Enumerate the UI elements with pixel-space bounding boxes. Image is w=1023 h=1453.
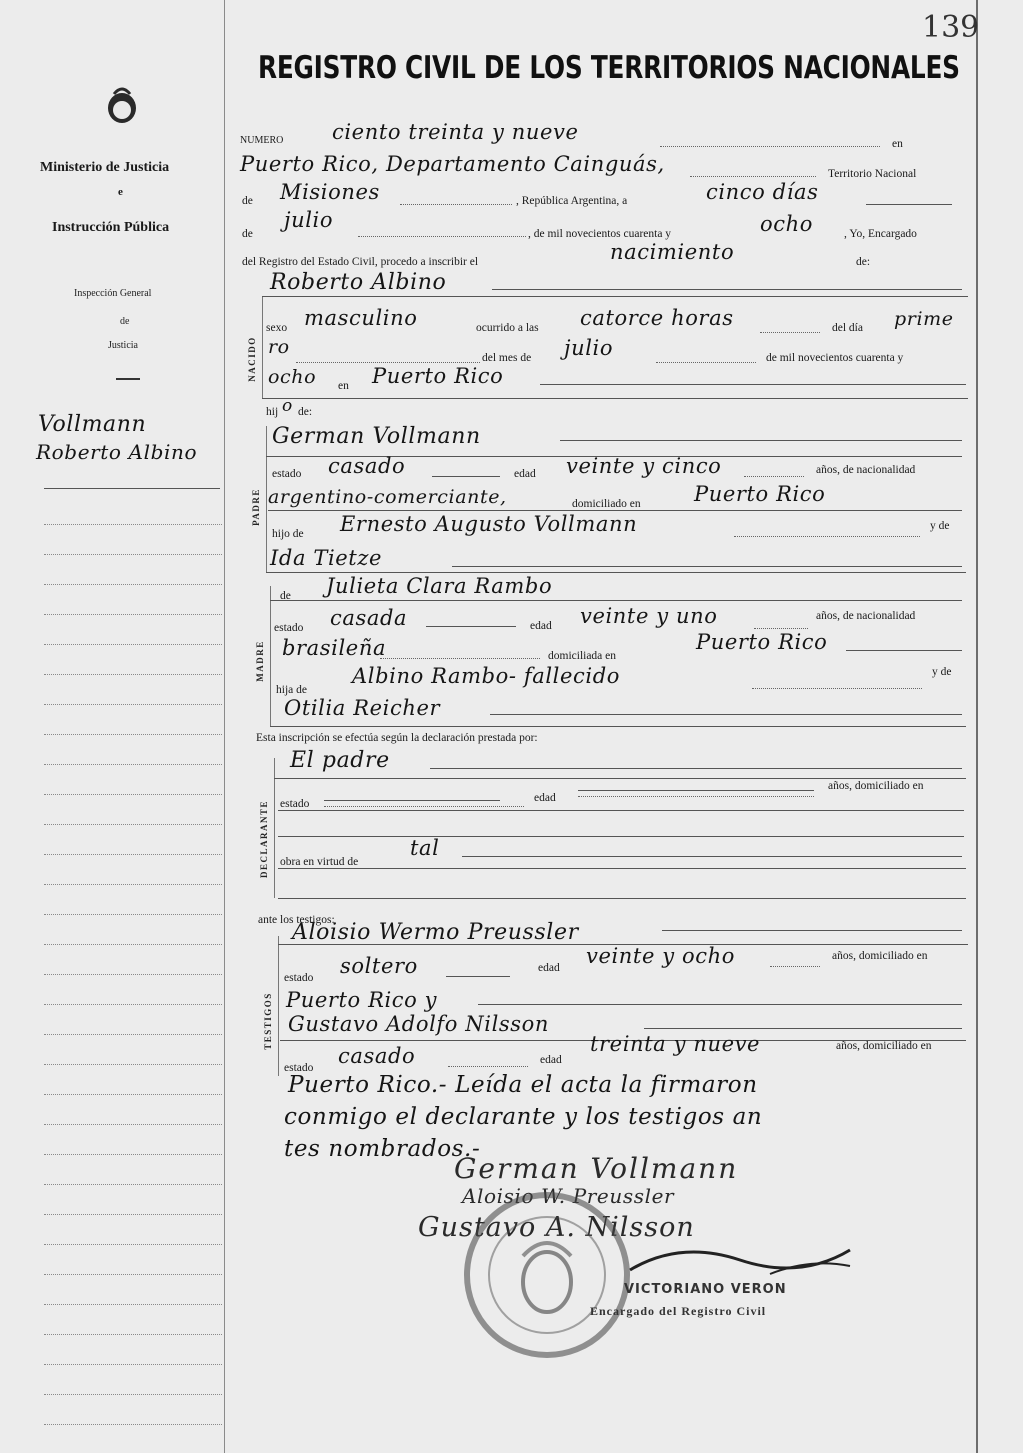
margin-rule	[44, 644, 222, 645]
label-hijo-de-padre: hijo de	[272, 528, 304, 540]
margin-rule	[44, 1154, 222, 1155]
fill-line	[540, 384, 966, 385]
value-madre-padre: Albino Rambo- fallecido	[352, 664, 620, 688]
closing-line-3: tes nombrados.-	[284, 1136, 481, 1162]
label-hij: hij	[266, 406, 279, 418]
margin-rule	[44, 1334, 222, 1335]
label-yde-padre: y de	[930, 520, 950, 532]
value-testigo-1-edad: veinte y ocho	[586, 944, 735, 968]
margin-rule	[44, 1214, 222, 1215]
label-y-de-madre: de	[280, 590, 291, 602]
margin-rule	[44, 524, 222, 525]
margin-rule	[44, 704, 222, 705]
value-padre-padre: Ernesto Augusto Vollmann	[340, 512, 638, 536]
fill-line	[430, 768, 962, 769]
value-mes-nac: julio	[564, 336, 614, 360]
margin-rule	[44, 884, 222, 885]
margin-rule	[44, 1244, 222, 1245]
margin-rule	[44, 1364, 222, 1365]
value-padre-estado: casado	[328, 454, 406, 478]
value-lugar-nac: Puerto Rico	[372, 364, 504, 388]
margin-rule	[44, 584, 222, 585]
label-del-mes: del mes de	[482, 352, 532, 364]
fill-line	[644, 1028, 962, 1029]
label-estado-t1: estado	[284, 972, 314, 984]
signature-aloisio-preussler: Aloisio W. Preussler	[462, 1184, 675, 1208]
value-dia: cinco días	[706, 180, 819, 204]
section-rule	[278, 936, 279, 1076]
margin-surname: Vollmann	[38, 412, 147, 437]
fill-line	[400, 204, 512, 205]
fill-line	[270, 726, 966, 727]
label-anos-dom-t2: años, domiciliado en	[836, 1040, 932, 1052]
section-rule	[270, 586, 271, 726]
inspection-line-2: de	[120, 316, 130, 327]
ministry-line-1: Ministerio de Justicia	[40, 160, 170, 175]
fill-line	[448, 1066, 528, 1067]
label-estado-decl: estado	[280, 798, 310, 810]
registry-seal-stamp	[462, 1190, 632, 1360]
section-rule	[274, 758, 275, 898]
fill-line	[734, 536, 920, 537]
label-anos-dom-t1: años, domiciliado en	[832, 950, 928, 962]
fill-line	[578, 796, 814, 797]
margin-rule	[44, 974, 222, 975]
value-declarante: El padre	[290, 748, 390, 773]
label-estado-t2: estado	[284, 1062, 314, 1074]
fill-line	[270, 600, 962, 601]
margin-rule	[44, 674, 222, 675]
value-lugar: Puerto Rico, Departamento Cainguás,	[240, 152, 665, 176]
label-estado-madre: estado	[274, 622, 304, 634]
value-testigo-2-estado: casado	[338, 1044, 416, 1068]
page-number: 139	[922, 10, 980, 45]
label-de-mil-2: de mil novecientos cuarenta y	[766, 352, 904, 364]
fill-line	[380, 658, 540, 659]
fill-line	[446, 976, 510, 977]
fill-line	[492, 289, 962, 290]
margin-rule	[44, 764, 222, 765]
value-testigo-1: Aloisio Wermo Preussler	[292, 920, 579, 945]
fill-line	[426, 626, 516, 627]
label-del-dia: del día	[832, 322, 863, 334]
value-sexo: masculino	[304, 306, 418, 330]
margin-rule	[44, 734, 222, 735]
label-en-lugar: en	[338, 380, 349, 392]
label-sexo: sexo	[266, 322, 288, 334]
closing-line-2: conmigo el declarante y los testigos an	[284, 1104, 763, 1130]
margin-rule	[44, 1064, 222, 1065]
value-mes: julio	[284, 208, 334, 232]
label-en: en	[892, 138, 903, 150]
margin-rule	[44, 1124, 222, 1125]
label-esta-inscripcion: Esta inscripción se efectúa según la declaración prestada por:	[256, 732, 538, 744]
fill-line	[866, 204, 952, 205]
fill-line	[478, 1004, 962, 1005]
value-padre-nombre: German Vollmann	[272, 424, 481, 449]
label-edad-t1: edad	[538, 962, 560, 974]
label-anos-nac-madre: años, de nacionalidad	[816, 610, 916, 622]
closing-line-1: Puerto Rico.- Leída el acta la firmaron	[288, 1072, 758, 1098]
label-de-3: de:	[298, 406, 313, 418]
label-edad-t2: edad	[540, 1054, 562, 1066]
fill-line	[660, 146, 880, 147]
label-obra: obra en virtud de	[280, 856, 359, 868]
ministry-line-2: Instrucción Pública	[52, 220, 170, 235]
inspection-line-3: Justicia	[108, 340, 138, 351]
value-territorio: Misiones	[280, 180, 380, 204]
fill-line	[278, 836, 964, 837]
official-name: VICTORIANO VERON	[624, 1282, 787, 1297]
fill-line	[770, 966, 820, 967]
margin-rule	[44, 1304, 222, 1305]
fill-line	[760, 332, 820, 333]
value-anio-nac: ocho	[268, 366, 317, 388]
fill-line	[752, 688, 922, 689]
fill-line	[274, 778, 966, 779]
value-anio: ocho	[760, 212, 813, 236]
value-madre-nombre: Julieta Clara Rambo	[326, 574, 553, 598]
signature-german-vollmann: German Vollmann	[454, 1152, 739, 1185]
label-de-mil: , de mil novecientos cuarenta y	[528, 228, 672, 240]
value-nombre: Roberto Albino	[270, 270, 447, 295]
label-yde-madre: y de	[932, 666, 952, 678]
fill-line	[278, 868, 966, 869]
fill-line	[296, 362, 480, 363]
section-label-madre: MADRE	[255, 640, 265, 682]
value-madre-nac: brasileña	[282, 636, 387, 660]
value-padre-madre: Ida Tietze	[270, 546, 383, 570]
label-hija-de: hija de	[276, 684, 307, 696]
margin-rule	[44, 1274, 222, 1275]
value-testigo-1-estado: soltero	[340, 954, 418, 978]
value-padre-edad: veinte y cinco	[566, 454, 722, 478]
fill-line	[262, 296, 968, 297]
label-yo: , Yo, Encargado	[844, 228, 917, 240]
label-ocurrido: ocurrido a las	[476, 322, 539, 334]
margin-underline	[44, 488, 220, 489]
fill-line	[268, 510, 962, 511]
value-numero: ciento treinta y nueve	[332, 120, 579, 144]
label-de: de	[242, 195, 253, 207]
label-del-registro: del Registro del Estado Civil, procedo a inscribir el	[242, 256, 479, 268]
margin-rule	[44, 824, 222, 825]
margin-rule	[44, 1034, 222, 1035]
label-edad-padre: edad	[514, 468, 536, 480]
margin-rule	[44, 1394, 222, 1395]
label-dom-madre: domiciliada en	[548, 650, 617, 662]
section-label-declarante: DECLARANTE	[259, 800, 269, 879]
label-territorio: Territorio Nacional	[828, 168, 917, 180]
inspection-dash	[116, 378, 140, 380]
value-dia-nac-2: ro	[268, 336, 290, 358]
label-numero: NUMERO	[240, 135, 284, 146]
margin-rule	[44, 554, 222, 555]
document-title: REGISTRO CIVIL DE LOS TERRITORIOS NACIONALES	[258, 50, 960, 86]
fill-line	[432, 476, 500, 477]
margin-rule	[44, 1094, 222, 1095]
label-de-2: de	[242, 228, 253, 240]
fill-line	[690, 176, 816, 177]
value-madre-estado: casada	[330, 606, 408, 630]
margin-divider	[224, 0, 225, 1453]
fill-line	[278, 898, 966, 899]
page-edge	[976, 0, 978, 1453]
section-rule	[262, 296, 263, 398]
fill-line	[490, 714, 962, 715]
value-hora: catorce horas	[580, 306, 734, 330]
margin-names: Roberto Albino	[36, 440, 198, 464]
value-padre-nac: argentino-comerciante,	[268, 486, 507, 508]
value-testigo-1-dom: Puerto Rico y	[286, 988, 438, 1012]
margin-rule	[44, 614, 222, 615]
fill-line	[744, 476, 804, 477]
value-hijo-suffix: o	[282, 396, 293, 416]
fill-line	[358, 236, 526, 237]
margin-rule	[44, 854, 222, 855]
fill-line	[278, 810, 964, 811]
fill-line	[560, 440, 962, 441]
label-edad-madre: edad	[530, 620, 552, 632]
margin-rule	[44, 1424, 222, 1425]
fill-line	[266, 572, 966, 573]
value-obra: tal	[410, 836, 440, 860]
value-testigo-2-edad: treinta y nueve	[590, 1032, 761, 1056]
label-estado-padre: estado	[272, 468, 302, 480]
label-republica: , República Argentina, a	[516, 195, 628, 207]
label-de-colon: de:	[856, 256, 871, 268]
fill-line	[452, 566, 962, 567]
fill-line	[578, 790, 814, 791]
fill-line	[262, 398, 968, 399]
label-dom-padre: domiciliado en	[572, 498, 641, 510]
value-acto: nacimiento	[610, 240, 735, 264]
value-padre-dom: Puerto Rico	[694, 482, 826, 506]
value-dia-nac-1: prime	[894, 308, 954, 330]
official-title: Encargado del Registro Civil	[590, 1304, 767, 1318]
fill-line	[324, 806, 524, 807]
value-madre-edad: veinte y uno	[580, 604, 718, 628]
margin-rule	[44, 1004, 222, 1005]
section-rule	[266, 426, 267, 572]
margin-rule	[44, 794, 222, 795]
margin-rule	[44, 944, 222, 945]
section-label-testigos: TESTIGOS	[263, 992, 273, 1050]
margin-rule	[44, 914, 222, 915]
label-edad-decl: edad	[534, 792, 556, 804]
value-testigo-2: Gustavo Adolfo Nilsson	[288, 1012, 550, 1036]
argentine-seal	[104, 84, 140, 126]
section-label-padre: PADRE	[251, 488, 261, 526]
value-madre-dom: Puerto Rico	[696, 630, 828, 654]
margin-rule	[44, 1184, 222, 1185]
label-anos-dom-decl: años, domiciliado en	[828, 780, 924, 792]
fill-line	[662, 930, 962, 931]
value-madre-madre: Otilia Reicher	[284, 696, 441, 720]
inspection-line-1: Inspección General	[74, 288, 152, 299]
label-anos-nac-padre: años, de nacionalidad	[816, 464, 916, 476]
section-label-nacido: NACIDO	[247, 336, 257, 382]
fill-line	[462, 856, 962, 857]
fill-line	[324, 800, 500, 801]
label-ante-testigos: ante los testigos:	[258, 914, 335, 926]
fill-line	[754, 628, 808, 629]
fill-line	[846, 650, 962, 651]
fill-line	[656, 362, 756, 363]
ministry-e: e	[118, 186, 123, 198]
signature-gustavo-nilsson: Gustavo A. Nilsson	[418, 1212, 695, 1243]
